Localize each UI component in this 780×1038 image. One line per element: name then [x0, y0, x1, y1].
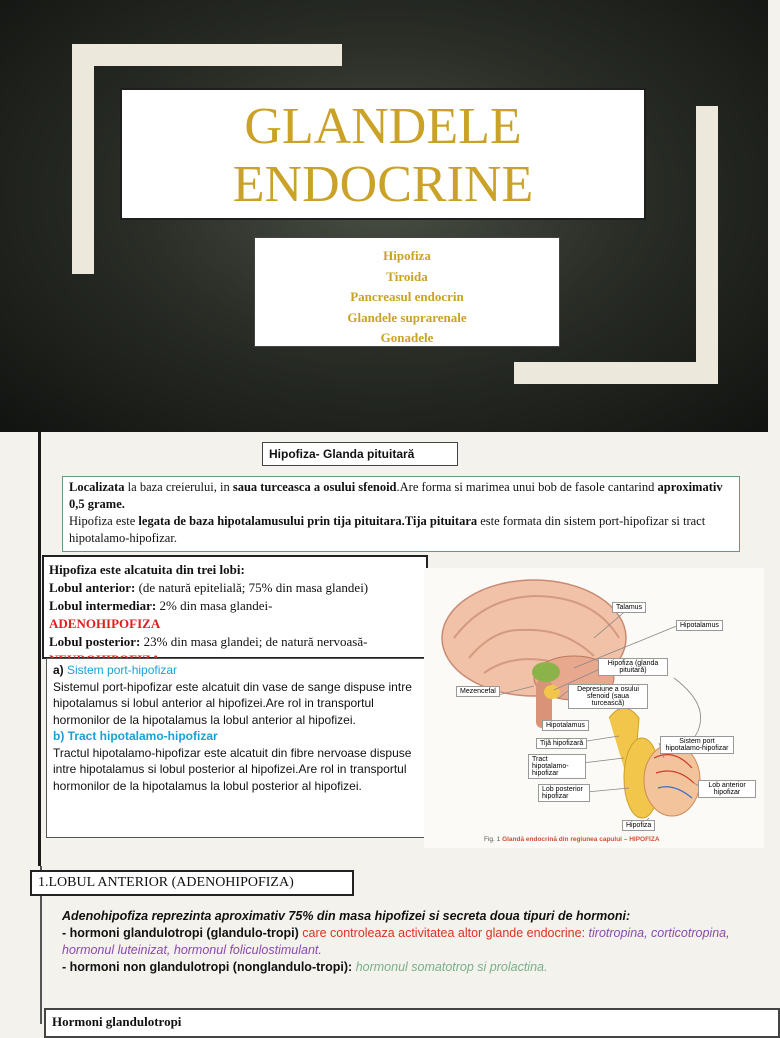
frame-bottom-right-horizontal [514, 362, 718, 384]
title-line-1: GLANDELE [244, 98, 522, 155]
section-header: Hipofiza- Glanda pituitară [262, 442, 458, 466]
anterior-label: Lobul anterior: [49, 580, 136, 595]
hipofiza-slide [0, 432, 768, 866]
port-system-box [46, 658, 430, 838]
label-hipotalamus-bottom: Hipotalamus [542, 720, 589, 731]
label-tija: Tijă hipofizară [536, 738, 587, 749]
nonglandulotropi-label: - hormoni non glandulotropi (nonglandulo-tropi): [62, 960, 353, 974]
glands-list [254, 237, 560, 347]
frame-bottom-right-vertical [696, 106, 718, 384]
brain-figure [424, 568, 764, 848]
text: la baza creierului, in [124, 480, 233, 494]
intermediar-label: Lobul intermediar: [49, 598, 157, 613]
caption-prefix: Fig. 1 [484, 836, 503, 843]
list-item: Hipofiza [383, 248, 431, 263]
item-a-text: Sistemul port-hipofizar este alcatuit din vase de sange dispuse intre hipotalamus si lobul anterior al hipofizei.Are rol in transportul hormonilor de la hipotalamus la lobul anterior al hipofizei. [53, 679, 412, 727]
adenohipofiza-label: ADENOHIPOFIZA [49, 616, 161, 631]
label-lob-anterior: Lob anterior hipofizar [698, 780, 756, 798]
list-item: Pancreasul endocrin [350, 289, 464, 304]
glandulotropi-label: - hormoni glandulotropi (glandulo-tropi) [62, 926, 299, 940]
text: Hipofiza este [69, 514, 139, 528]
label-talamus: Talamus [612, 602, 646, 613]
nonglandulotropi-list: hormonul somatotrop si prolactina. [352, 960, 548, 974]
lobes-box [42, 555, 428, 659]
bold-text: Localizata [69, 480, 125, 494]
title-slide [0, 0, 768, 432]
lobes-title: Hipofiza este alcatuita din trei lobi: [49, 562, 245, 577]
caption-text: Glandă endocrină din regiunea capului – HIPOFIZA [502, 836, 660, 843]
title-line-2: ENDOCRINE [232, 156, 534, 213]
list-item: Tiroida [386, 268, 428, 284]
localization-box [62, 476, 740, 552]
label-hipotalamus-top: Hipotalamus [676, 620, 723, 631]
bold-text: legata de baza hipotalamusului prin tija pituitara.Tija pituitara [138, 514, 478, 528]
glandulotropi-list: tirotropina, corticotropina, hormonul luteinizat, hormonul foliculostimulant. [62, 926, 730, 957]
frame-top-left-vertical [72, 44, 94, 274]
posterior-text: 23% din masa glandei; de natură nervoasă- [140, 634, 368, 649]
glandulotropi-desc: care controleaza activitatea altor glande endocrine: [298, 926, 589, 940]
label-hipofiza: Hipofiza [622, 820, 655, 831]
title-box [120, 88, 646, 220]
adenohipofiza-slide [0, 866, 768, 1029]
divider-line [38, 432, 41, 866]
item-a-title: Sistem port-hipofizar [63, 663, 178, 677]
label-mezencefal: Mezencefal [456, 686, 500, 697]
bold-text: aproximativ 0,5 grame. [69, 480, 723, 511]
posterior-label: Lobul posterior: [49, 634, 141, 649]
anterior-text: (de natură epitelială; 75% din masa glandei) [135, 580, 369, 595]
item-b-title: b) Tract hipotalamo-hipofizar [53, 729, 218, 743]
item-a-letter: a) [53, 663, 64, 677]
item-b-text: Tractul hipotalamo-hipofizar este alcatuit din fibre nervoase dispuse intre hipotalamus si lobul posterior al hipofizei.Are rol in transportul hormonilor de la hipotalamus la lobul posterior al hipofizei. [53, 745, 412, 793]
intro-text: Adenohipofiza reprezinta aproximativ 75% din masa hipofizei si secreta doua tipuri de hormoni: [62, 909, 631, 923]
list-item: Gonadele [380, 330, 434, 345]
figure-caption [484, 836, 660, 843]
list-item: Glandele suprarenale [347, 309, 467, 325]
label-depresiune: Depresiune a osului sfenoid (saua turcească) [568, 684, 648, 709]
label-sistem-port: Sistem port hipotalamo-hipofizar [660, 736, 734, 754]
label-lob-posterior: Lob posterior hipofizar [538, 784, 590, 802]
text: este formata din sistem port-hipofizar si tract hipotalamo-hipofizar. [69, 514, 706, 545]
label-tract: Tract hipotalamo-hipofizar [528, 754, 586, 779]
adenohipofiza-text [62, 908, 752, 976]
frame-top-left-horizontal [72, 44, 342, 66]
label-hipofiza-glanda: Hipofiza (glanda pituitară) [598, 658, 668, 676]
intermediar-text: 2% din masa glandei- [156, 598, 273, 613]
hormoni-glandulotropi-header: Hormoni glandulotropi [44, 1008, 780, 1038]
text: .Are forma si marimea unui bob de fasole cantarind [396, 480, 658, 494]
bold-text: saua turceasca a osului sfenoid [232, 480, 397, 494]
lob-anterior-header: 1.LOBUL ANTERIOR (ADENOHIPOFIZA) [30, 870, 354, 896]
